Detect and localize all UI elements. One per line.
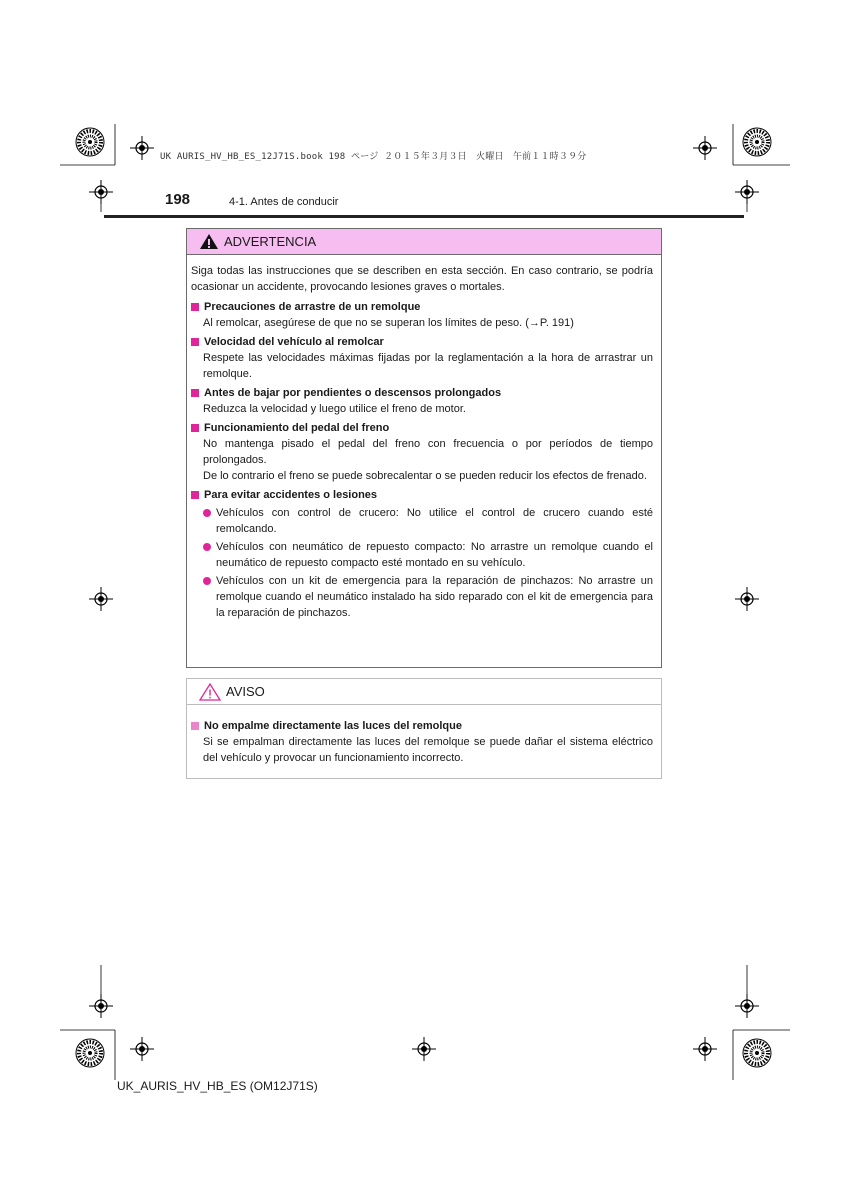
- warning-triangle-icon: [199, 233, 219, 250]
- circle-bullet-icon: [203, 577, 211, 585]
- warning-item-heading: Antes de bajar por pendientes o descensos prolongados: [191, 385, 653, 401]
- notice-title: AVISO: [226, 684, 265, 699]
- notice-header: [187, 679, 661, 705]
- print-info-line: UK AURIS_HV_HB_ES_12J71S.book 198 ページ ２０１５年３月３日 火曜日 午前１１時３９分: [160, 152, 587, 162]
- notice-box: [186, 678, 662, 779]
- warning-body: [187, 255, 661, 621]
- warning-item-text: De lo contrario el freno se puede sobrecalentar o se pueden reducir los efectos de frenado.: [203, 470, 647, 482]
- caution-triangle-icon: [199, 683, 221, 701]
- notice-heading: No empalme directamente las luces del remolque: [191, 718, 653, 734]
- warning-item-text: Al remolcar, asegúrese de que no se superan los límites de peso. (→P. 191): [203, 317, 574, 329]
- warning-bullet: Vehículos con neumático de repuesto compacto: No arrastre un remolque cuando el neumático de repuesto compacto esté montado en su vehículo.: [191, 539, 653, 571]
- square-bullet-icon: [191, 338, 199, 346]
- notice-body: [187, 705, 661, 766]
- circle-bullet-icon: [203, 509, 211, 517]
- warning-bullet: Vehículos con control de crucero: No utilice el control de crucero cuando esté remolcando.: [191, 505, 653, 537]
- warning-header: [187, 229, 661, 255]
- warning-item-heading: Funcionamiento del pedal del freno: [191, 420, 653, 436]
- warning-item-heading: Precauciones de arrastre de un remolque: [191, 299, 653, 315]
- notice-text: Si se empalman directamente las luces del remolque se puede dañar el sistema eléctrico del vehículo y provocar un funcionamiento incorrecto.: [203, 736, 653, 764]
- square-bullet-icon: [191, 722, 199, 730]
- square-bullet-icon: [191, 303, 199, 311]
- section-title: 4-1. Antes de conducir: [229, 196, 339, 208]
- circle-bullet-icon: [203, 543, 211, 551]
- warning-item-heading: Para evitar accidentes o lesiones: [191, 487, 653, 503]
- square-bullet-icon: [191, 491, 199, 499]
- warning-item-text: Reduzca la velocidad y luego utilice el freno de motor.: [203, 403, 466, 415]
- warning-title: ADVERTENCIA: [224, 234, 317, 249]
- page-number: 198: [165, 191, 191, 208]
- warning-intro: Siga todas las instrucciones que se describen en esta sección. En caso contrario, se podría ocasionar un accidente, provocando lesiones graves o mortales.: [191, 265, 653, 293]
- warning-item-text: No mantenga pisado el pedal del freno con frecuencia o por períodos de tiempo prolongados.: [203, 438, 653, 466]
- warning-item-heading: Velocidad del vehículo al remolcar: [191, 334, 653, 350]
- header-rule: [104, 215, 744, 218]
- warning-bullet: Vehículos con un kit de emergencia para la reparación de pinchazos: No arrastre un remolque cuando el neumático instalado ha sido reparado con el kit de emergencia para la reparación de pinchazos.: [191, 573, 653, 621]
- warning-item-text: Respete las velocidades máximas fijadas por la reglamentación a la hora de arrastrar un remolque.: [203, 352, 653, 380]
- square-bullet-icon: [191, 389, 199, 397]
- square-bullet-icon: [191, 424, 199, 432]
- warning-box: [186, 228, 662, 668]
- footer-doc-code: UK_AURIS_HV_HB_ES (OM12J71S): [117, 1079, 318, 1093]
